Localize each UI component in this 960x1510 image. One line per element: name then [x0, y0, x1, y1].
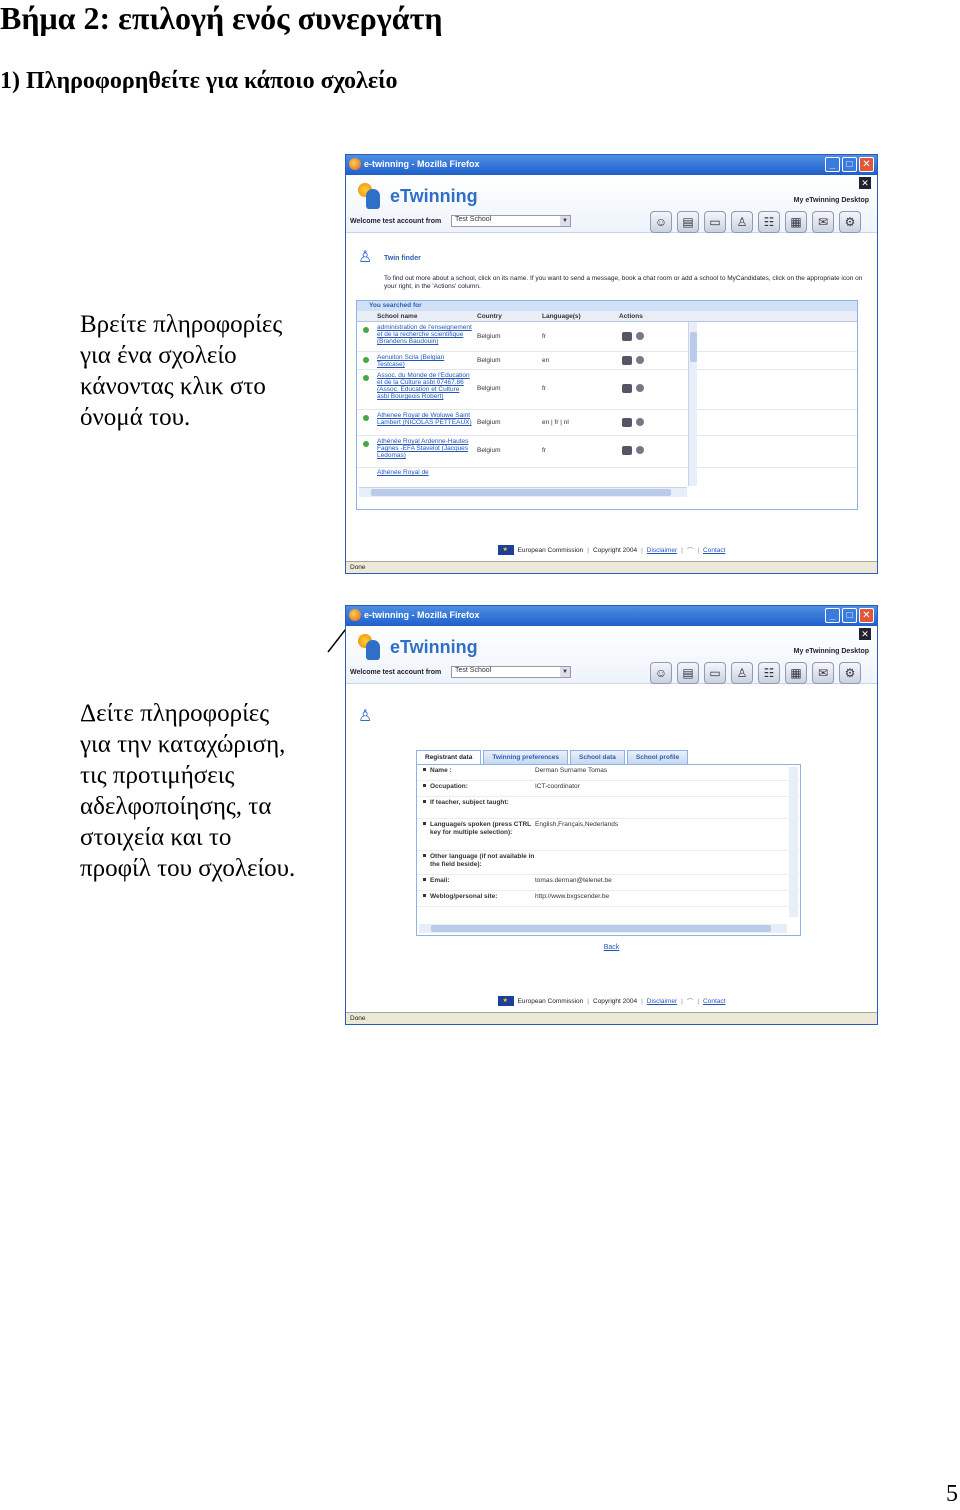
minimize-button[interactable]: _ [825, 157, 840, 172]
caption-line: για την καταχώριση, [80, 731, 286, 758]
eu-flag-icon [498, 996, 514, 1006]
footer-org: European Commission [517, 997, 584, 1005]
board-icon[interactable]: ▭ [704, 211, 726, 233]
firefox-icon [349, 609, 361, 621]
status-dot [363, 357, 369, 363]
school-name-link[interactable]: administration de l'enseignement et de la recherche scientifique (Brandens Baudouin) [377, 324, 472, 345]
app-header [346, 175, 877, 233]
caption-line: στοιχεία και το [80, 824, 232, 851]
window-title: e-twinning - Mozilla Firefox [364, 610, 480, 620]
desktop-link[interactable]: My eTwinning Desktop [793, 648, 869, 655]
etwinning-small-icon: ⌒ [686, 547, 694, 555]
caption-line: για ένα σχολείο [80, 342, 237, 369]
tab-school-profile[interactable]: School profile [627, 750, 688, 764]
message-icon[interactable] [622, 356, 632, 365]
registrant-data-panel [416, 764, 801, 936]
vertical-scrollbar[interactable] [789, 767, 798, 917]
language-cell: fr [542, 333, 546, 340]
footer-copyright: Copyright 2004 [593, 997, 638, 1005]
window-title: e-twinning - Mozilla Firefox [364, 159, 480, 169]
search-results-panel [356, 300, 858, 510]
logo-text: eTwinning [390, 636, 478, 657]
status-bar: Done [346, 561, 877, 573]
minimize-button[interactable]: _ [825, 608, 840, 623]
detail-tabs [416, 750, 688, 764]
close-button[interactable]: ✕ [859, 608, 874, 623]
twin-finder-header [358, 247, 421, 269]
twin-finder-icon[interactable]: ♙ [731, 211, 753, 233]
column-header[interactable]: Country [477, 313, 502, 320]
logo-text: eTwinning [390, 185, 478, 206]
chevron-down-icon: ▼ [560, 216, 570, 226]
add-candidate-icon[interactable] [636, 332, 644, 340]
field-value: Derman Surname Tomas [535, 767, 608, 774]
language-cell: en [542, 357, 550, 364]
toolbar [650, 662, 861, 684]
section-heading: 1) Πληροφορηθείτε για κάποιο σχολείο [0, 68, 398, 94]
twin-finder-icon[interactable]: ♙ [731, 662, 753, 684]
page-footer: ★ European Commission | Copyright 2004 | Disclaimer | ⌒ | Contact [346, 543, 877, 557]
language-cell: fr [542, 447, 546, 454]
table-row [357, 352, 857, 370]
field-label: Occupation: [430, 783, 468, 790]
field-row [417, 851, 800, 875]
welcome-label: Welcome test account from [350, 669, 442, 676]
message-icon[interactable] [622, 418, 632, 427]
country-cell: Belgium [477, 447, 501, 454]
people-icon[interactable]: ☷ [758, 211, 780, 233]
results-table-header [357, 311, 857, 322]
people-icon[interactable]: ☷ [758, 662, 780, 684]
caption-find-school [80, 309, 282, 433]
twin-finder-icon: ♙ [358, 249, 373, 266]
table-row [357, 436, 857, 468]
school-select[interactable] [451, 666, 571, 678]
field-row [417, 781, 800, 797]
footer-org: European Commission [517, 546, 584, 554]
field-label: Name : [430, 767, 452, 774]
chevron-down-icon: ▼ [560, 667, 570, 677]
welcome-label: Welcome test account from [350, 218, 442, 225]
add-candidate-icon[interactable] [636, 384, 644, 392]
horizontal-scrollbar[interactable] [419, 924, 787, 933]
settings-icon[interactable]: ⚙ [839, 211, 861, 233]
message-icon[interactable] [622, 384, 632, 393]
etwinning-logo [358, 634, 478, 660]
table-row [357, 322, 857, 352]
profile-icon[interactable]: ☺ [650, 662, 672, 684]
table-row [357, 468, 857, 476]
country-cell: Belgium [477, 333, 501, 340]
profile-icon[interactable]: ☺ [650, 211, 672, 233]
tab-registrant-data[interactable]: Registrant data [416, 750, 481, 764]
status-dot [363, 327, 369, 333]
calendar-icon[interactable]: ▦ [785, 211, 807, 233]
table-row [357, 410, 857, 436]
country-cell: Belgium [477, 419, 501, 426]
add-candidate-icon[interactable] [636, 356, 644, 364]
school-select[interactable] [451, 215, 571, 227]
field-value: English,Français,Nederlands [535, 821, 619, 828]
maximize-button[interactable]: □ [842, 157, 857, 172]
school-select-value: Test School [455, 667, 492, 674]
board-icon[interactable]: ▭ [704, 662, 726, 684]
eu-flag-icon [498, 545, 514, 555]
field-row [417, 819, 800, 851]
field-label: Weblog/personal site: [430, 893, 498, 900]
logo-icon [358, 634, 386, 660]
document-icon[interactable]: ▤ [677, 211, 699, 233]
maximize-button[interactable]: □ [842, 608, 857, 623]
caption-line: τις προτιμήσεις [80, 762, 235, 789]
back-link[interactable]: Back [603, 944, 620, 951]
twin-finder-title: Twin finder [384, 254, 421, 262]
country-cell: Belgium [477, 357, 501, 364]
school-select-value: Test School [455, 216, 492, 223]
firefox-icon [349, 158, 361, 170]
contact-link[interactable]: Contact [703, 997, 726, 1005]
field-label: If teacher, subject taught: [430, 799, 509, 806]
message-icon[interactable] [622, 332, 632, 341]
twin-finder-header [358, 706, 378, 728]
field-row [417, 875, 800, 891]
browser-window-twin-finder [345, 154, 878, 574]
twin-finder-icon: ♙ [358, 708, 373, 725]
field-label: Other language (if not available in the field beside): [430, 853, 535, 868]
field-value: http://www.bxgscender.be [535, 893, 610, 900]
close-icon[interactable]: ✕ [859, 177, 871, 189]
footer-copyright: Copyright 2004 [593, 546, 638, 554]
school-name-link[interactable]: Athénée Royal de [377, 469, 429, 476]
caption-line: όνομά του. [80, 404, 191, 431]
results-label: You searched for [357, 301, 857, 311]
field-label: Email: [430, 877, 450, 884]
status-dot [363, 375, 369, 381]
etwinning-small-icon: ⌒ [686, 998, 694, 1006]
field-row [417, 797, 800, 819]
field-row [417, 765, 800, 781]
school-name-link[interactable]: Aenuiton Scila (Belgian Testcase) [377, 354, 445, 368]
caption-line: αδελφοποίησης, τα [80, 793, 272, 820]
country-cell: Belgium [477, 385, 501, 392]
language-cell: fr [542, 385, 546, 392]
settings-icon[interactable]: ⚙ [839, 662, 861, 684]
language-cell: en | fr | nl [542, 419, 569, 426]
message-icon[interactable] [622, 446, 632, 455]
page-title: Βήμα 2: επιλογή ενός συνεργάτη [0, 0, 443, 36]
field-value: ICT-coordinator [535, 783, 580, 790]
browser-window-school-details [345, 605, 878, 1025]
document-icon[interactable]: ▤ [677, 662, 699, 684]
horizontal-scrollbar[interactable] [359, 487, 687, 497]
toolbar [650, 211, 861, 233]
contact-link[interactable]: Contact [703, 546, 726, 554]
caption-line: Βρείτε πληροφορίες [80, 311, 283, 338]
column-header[interactable]: Language(s) [542, 313, 581, 320]
calendar-icon[interactable]: ▦ [785, 662, 807, 684]
add-candidate-icon[interactable] [636, 418, 644, 426]
table-row [357, 370, 857, 410]
app-header [346, 626, 877, 684]
disclaimer-link[interactable]: Disclaimer [646, 997, 678, 1005]
close-icon[interactable]: ✕ [859, 628, 871, 640]
status-bar: Done [346, 1012, 877, 1024]
column-header: Actions [619, 313, 643, 320]
column-header[interactable]: School name [377, 313, 418, 320]
desktop-link[interactable]: My eTwinning Desktop [793, 197, 869, 204]
field-value: tomas.derman@telenet.be [535, 877, 612, 884]
window-titlebar [346, 606, 877, 626]
page-number: 5 [946, 1481, 958, 1507]
logo-icon [358, 183, 386, 209]
field-label: Language/s spoken (press CTRL key for multiple selection): [430, 821, 532, 836]
window-titlebar [346, 155, 877, 175]
page-footer: ★ European Commission | Copyright 2004 | Disclaimer | ⌒ | Contact [346, 994, 877, 1008]
caption-line: Δείτε πληροφορίες [80, 700, 270, 727]
add-candidate-icon[interactable] [636, 446, 644, 454]
field-row [417, 891, 800, 907]
school-name-link[interactable]: Assoc. du Monde de l'Education et de la Culture asbl 07467.86 (Assoc. Education et Culture asbl Bourgeois Robert) [377, 372, 470, 400]
tab-school-data[interactable]: School data [570, 750, 625, 764]
status-dot [363, 441, 369, 447]
chat-icon[interactable]: ✉ [812, 662, 834, 684]
caption-view-info [80, 698, 295, 884]
status-dot [363, 415, 369, 421]
tab-twinning-preferences[interactable]: Twinning preferences [483, 750, 568, 764]
school-name-link[interactable]: Athenee Royal de Woluwe Saint Lambert (NICOLAS PETTEAUX) [377, 412, 472, 426]
chat-icon[interactable]: ✉ [812, 211, 834, 233]
vertical-scrollbar[interactable] [688, 322, 697, 486]
caption-line: κάνοντας κλικ στο [80, 373, 266, 400]
twin-finder-hint: To find out more about a school, click on its name. If you want to send a message, book a chat room or add a school to MyCandidates, click on the appropriate icon on your right, in the 'Actions' column. [384, 275, 863, 290]
close-button[interactable]: ✕ [859, 157, 874, 172]
disclaimer-link[interactable]: Disclaimer [646, 546, 678, 554]
etwinning-logo [358, 183, 478, 209]
caption-line: προφίλ του σχολείου. [80, 855, 296, 882]
school-name-link[interactable]: Athénée Royal Ardenne-Hautes Fagnes -EFA Stavelot (Jacques Ledomas) [377, 438, 469, 459]
